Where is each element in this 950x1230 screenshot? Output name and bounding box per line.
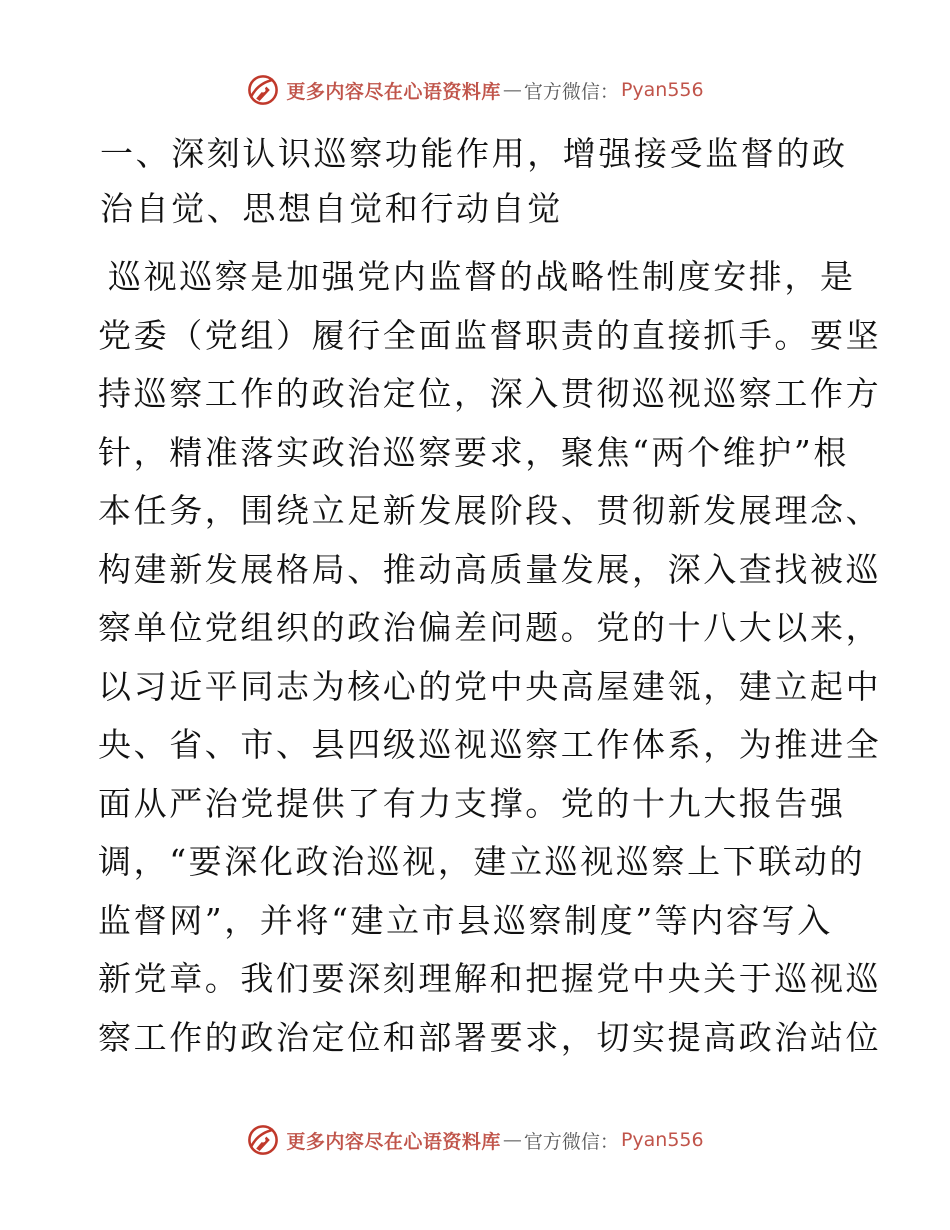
banner-wechat-id: Pyan556 [620,79,704,101]
paragraph-line: 察工作的政治定位和部署要求，切实提高政治站位 [98,1017,882,1057]
banner-main-text: 更多内容尽在心语资料库 [286,80,501,103]
banner-dash: — [502,79,522,101]
body-paragraph [98,248,882,1067]
paragraph-line: 监督网”，并将“建立市县巡察制度”等内容写入 [98,900,833,940]
footer-banner [0,1120,950,1160]
paragraph-line: 巡视巡察是加强党内监督的战略性制度安排，是 [108,257,856,296]
paragraph-line: 察单位党组织的政治偏差问题。党的十八大以来， [98,608,882,647]
paragraph-line: 以习近平同志为核心的党中央高屋建瓴，建立起中 [98,666,882,706]
paragraph-line: 构建新发展格局、推动高质量发展，深入查找被巡 [98,549,882,589]
paragraph-line: 本任务，围绕立足新发展阶段、贯彻新发展理念、 [98,491,882,530]
section-heading [100,126,860,236]
paragraph-line: 党委（党组）履行全面监督职责的直接抓手。要坚 [98,315,882,355]
banner-wechat-id: Pyan556 [620,1129,704,1151]
paragraph-line: 新党章。我们要深刻理解和把握党中央关于巡视巡 [98,959,882,998]
banner-wechat-label: 官方微信： [523,80,619,103]
paragraph-line: 针，精准落实政治巡察要求，聚焦“两个维护”根 [98,432,849,472]
paragraph-line: 持巡察工作的政治定位，深入贯彻巡视巡察工作方 [98,374,882,413]
banner-wechat-label: 官方微信： [523,1130,619,1153]
paragraph-line: 调，“要深化政治巡视，建立巡视巡察上下联动的 [98,842,866,881]
banner-dash: — [502,1129,522,1151]
logo-icon [246,73,280,107]
paragraph-line: 央、省、市、县四级巡视巡察工作体系，为推进全 [98,725,882,764]
header-banner [0,70,950,110]
logo-icon [246,1123,280,1157]
heading-line: 治自觉、思想自觉和行动自觉 [100,189,563,228]
heading-line: 一、深刻认识巡察功能作用，增强接受监督的政 [100,134,848,173]
paragraph-line: 面从严治党提供了有力支撑。党的十九大报告强 [98,783,846,823]
banner-main-text: 更多内容尽在心语资料库 [286,1130,501,1153]
